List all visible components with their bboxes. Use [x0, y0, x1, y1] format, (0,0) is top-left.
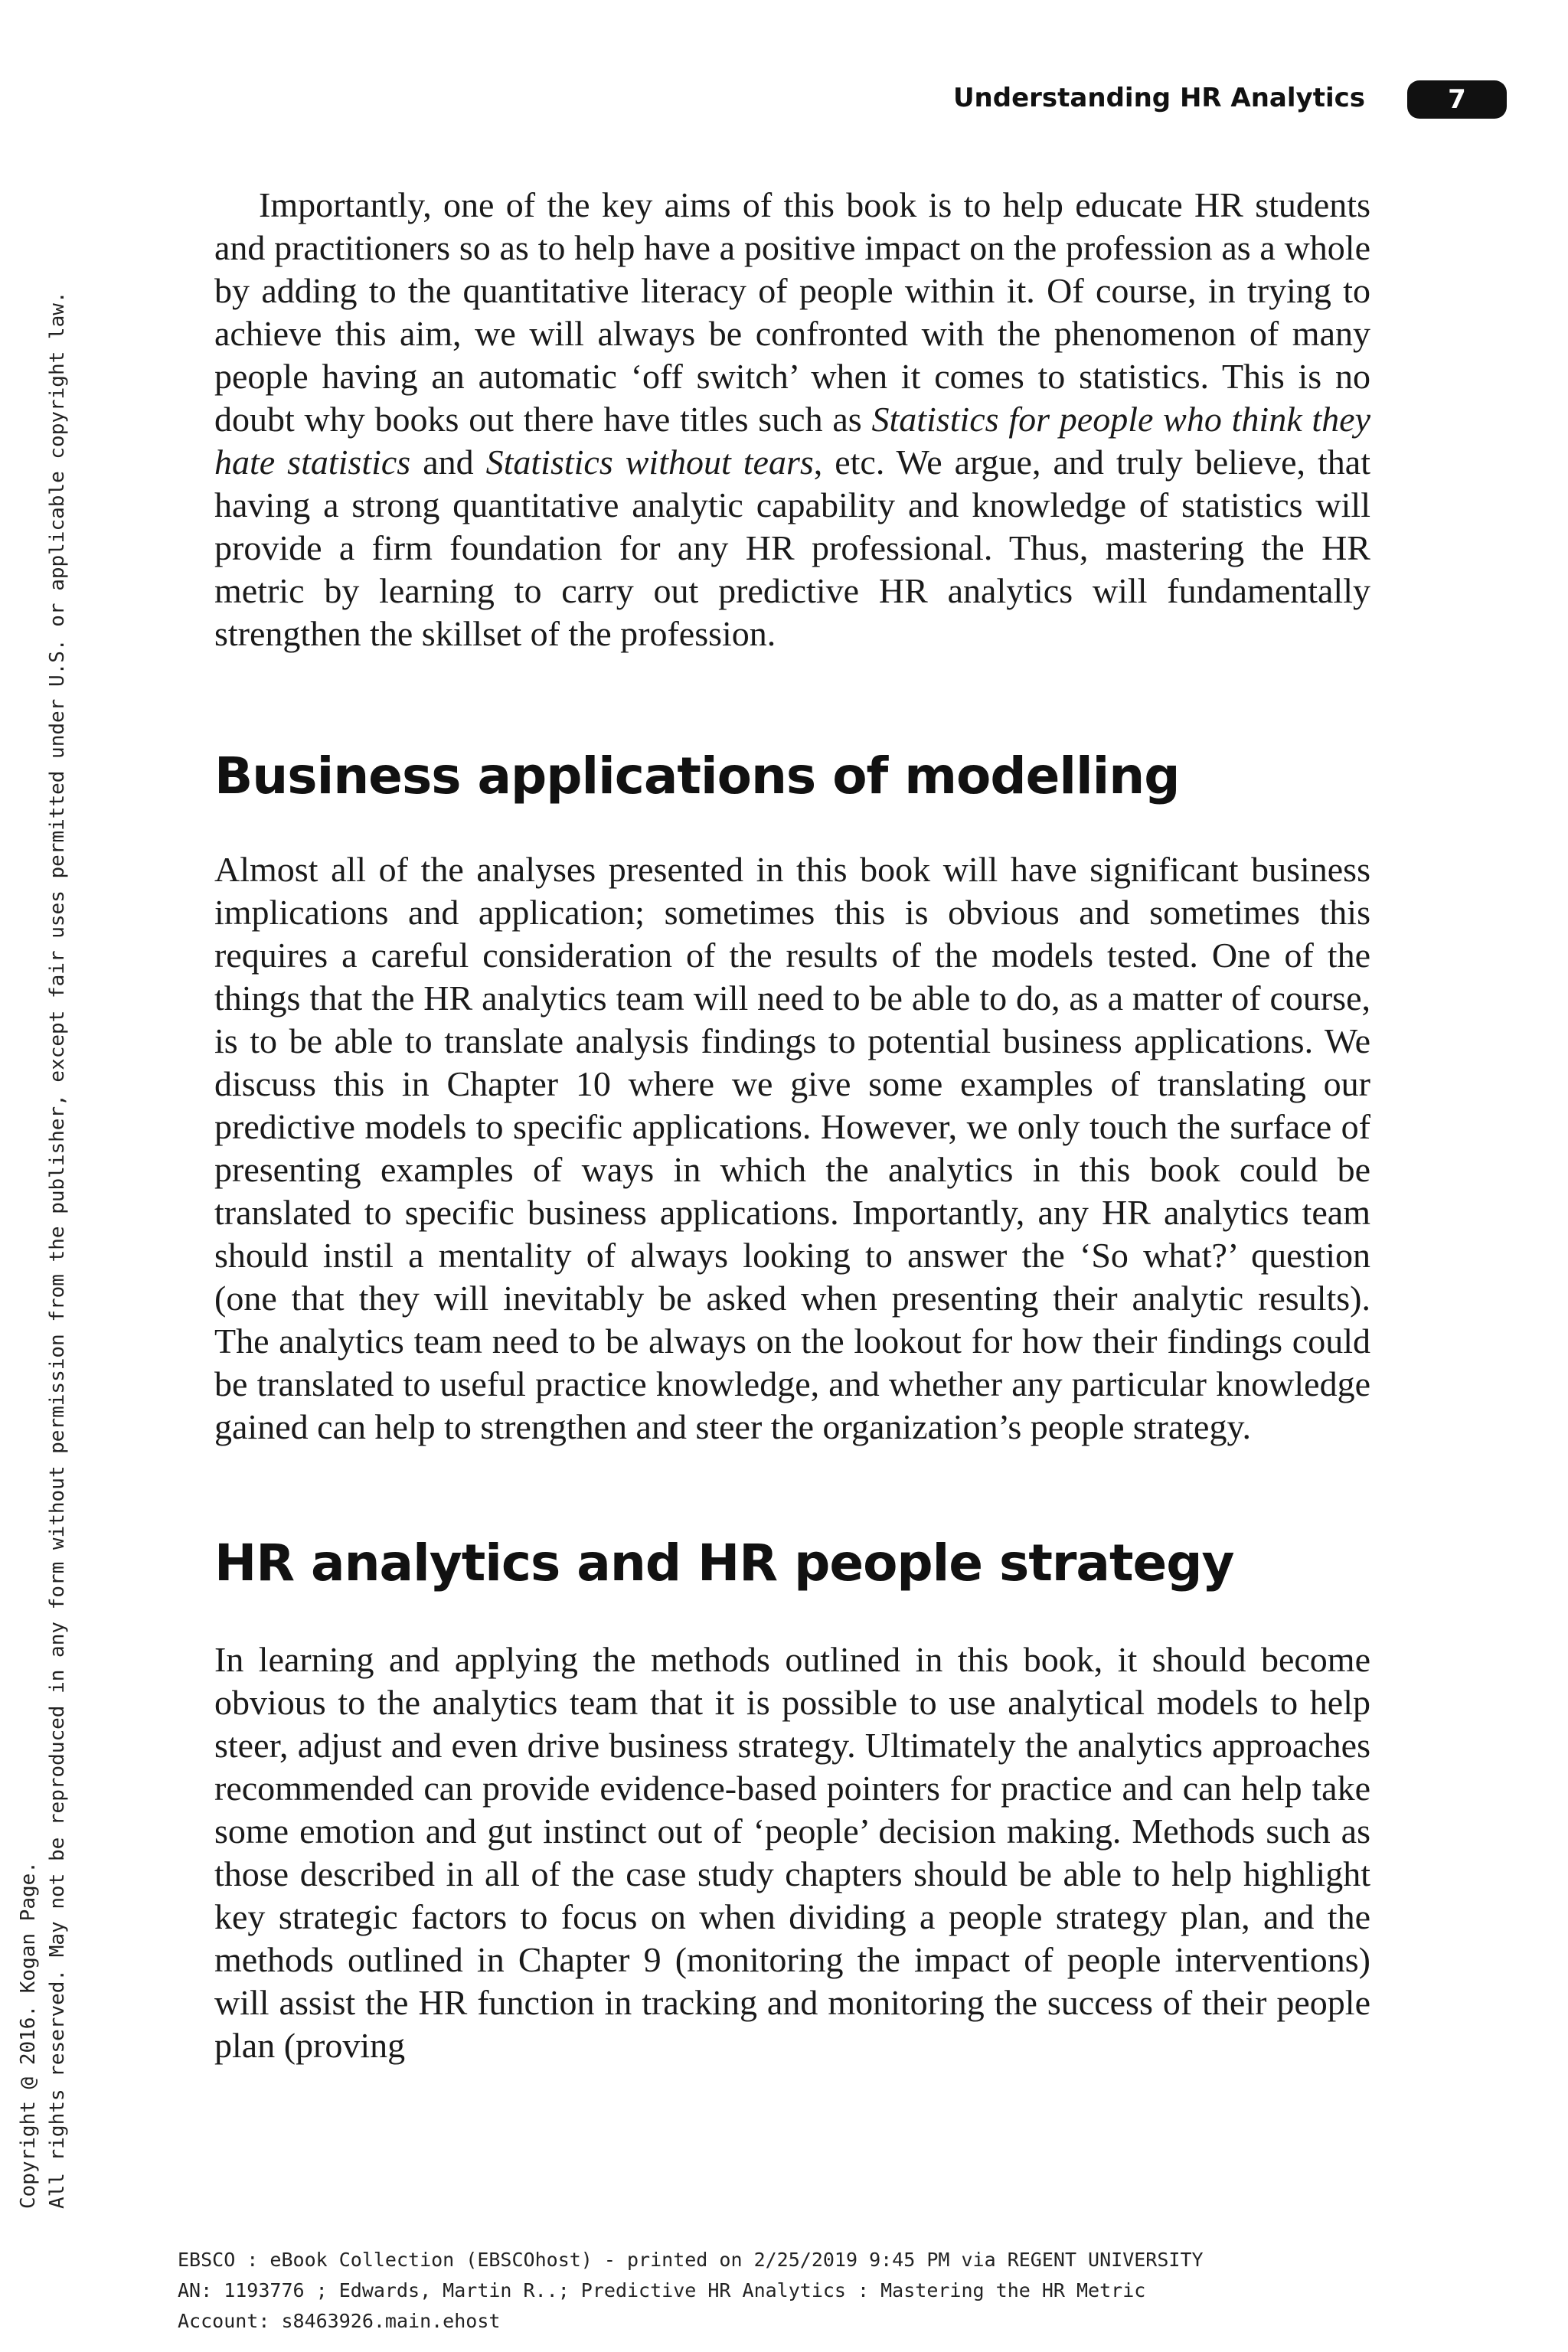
intro-title-2: Statistics without tears [485, 443, 814, 482]
section-heading-people-strategy: HR analytics and HR people strategy [214, 1534, 1234, 1592]
copyright-line-1: Copyright @ 2016. Kogan Page. [17, 1861, 40, 2209]
footer-line-1: EBSCO : eBook Collection (EBSCOhost) - printed on 2/25/2019 9:45 PM via REGENT UNIVERSITY [178, 2249, 1204, 2271]
section-paragraph-people-strategy: In learning and applying the methods outlined in this book, it should become obvious to the analytics team that it is possible to use analytical models to help steer, adjust and even drive business strategy. Ultimately the analytics approaches recommended can provide evidence-based pointers for practice and can help take some emotion and gut instinct out of ‘people’ decision making. Methods such as those described in all of the case study chapters should be able to help highlight key strategic factors to focus on when dividing a people strategy plan, and the methods outlined in Chapter 9 (monitoring the impact of people interventions) will assist the HR function in tracking and monitoring the success of their people plan (proving [214, 1640, 1370, 2065]
intro-text-2: and [410, 443, 486, 482]
intro-title-1: Statistics for people who think they hate statistics [214, 400, 1370, 482]
intro-text-1: Importantly, one of the key aims of this book is to help educate HR students and practitioners so as to help have a positive impact on the profession as a whole by adding to the quantitative literacy of people within it. Of course, in trying to achieve this aim, we will always be confronted with the phenomenon of many people having an automatic ‘off switch’ when it comes to statistics. This is no doubt why books out there have titles such as [214, 185, 1370, 439]
page-content [214, 184, 1370, 2067]
copyright-line-2: All rights reserved. May not be reproduced in any form without permission from the publisher, except fair uses permitted under U.S. or applicable copyright law. [46, 291, 69, 2209]
section-paragraph-business-applications: Almost all of the analyses presented in this book will have significant business implications and application; sometimes this is obvious and sometimes this requires a careful consideration of the results of the models tested. One of the things that the HR analytics team will need to be able to do, as a matter of course, is to be able to translate analysis findings to potential business applications. We discuss this in Chapter 10 where we give some examples of translating our predictive models to specific applications. However, we only touch the surface of presenting examples of ways in which the analytics in this book could be translated to specific business applications. Importantly, any HR analytics team should instil a mentality of always looking to answer the ‘So what?’ question (one that they will inevitably be asked when presenting their analytic results). The analytics team need to be always on the lookout for how their findings could be translated to useful practice knowledge, and whether any particular knowledge gained can help to strengthen and steer the organization’s people strategy. [214, 850, 1370, 1446]
intro-text-3: , etc. We argue, and truly believe, that having a strong quantitative analytic capability and knowledge of statistics will provide a firm foundation for any HR professional. Thus, mastering the HR metric by learning to carry out predictive HR analytics will fundamentally strengthen the skillset of the profession. [214, 443, 1370, 653]
print-footer [178, 2245, 1204, 2337]
footer-line-2: AN: 1193776 ; Edwards, Martin R..; Predictive HR Analytics : Mastering the HR Metric [178, 2279, 1146, 2301]
intro-paragraph [214, 184, 1370, 655]
copyright-notice [14, 291, 72, 2209]
section-heading-business-applications: Business applications of modelling [214, 746, 1180, 805]
page-number-badge: 7 [1407, 80, 1507, 119]
running-title: Understanding HR Analytics [952, 83, 1365, 113]
footer-line-3: Account: s8463926.main.ehost [178, 2310, 501, 2332]
